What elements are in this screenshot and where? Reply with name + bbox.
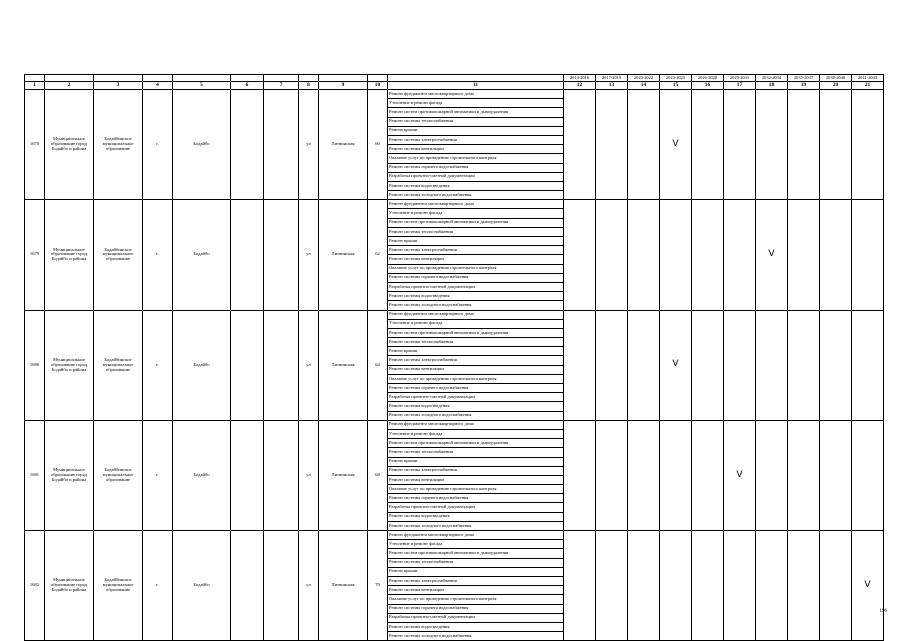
work-type-cell: Ремонт системы водоотведения [388, 512, 564, 521]
column-number-cell: 9 [319, 82, 368, 90]
column-number-cell: 2 [45, 82, 94, 90]
work-type-cell: Ремонт системы водоотведения [388, 181, 564, 190]
period-empty-cell [788, 90, 820, 200]
row-number: 1679 [25, 200, 45, 310]
period-empty-cell [596, 310, 628, 420]
year-header-cell: 2020-2022 [628, 75, 660, 82]
period-empty-cell [660, 531, 692, 641]
locality-type-cell: г. [143, 310, 173, 420]
row-number: 1681 [25, 420, 45, 530]
period-mark-cell: V [660, 90, 692, 200]
locality-type-cell: г. [143, 420, 173, 530]
period-empty-cell [852, 420, 884, 530]
column-number-cell: 4 [143, 82, 173, 90]
period-empty-cell [756, 420, 788, 530]
empty-cell [264, 310, 299, 420]
year-header-empty-cell [143, 75, 173, 82]
work-type-cell: Ремонт системы электроснабжения [388, 356, 564, 365]
work-type-cell: Ремонт системы вентиляции [388, 365, 564, 374]
column-number-cell: 8 [299, 82, 319, 90]
house-number-cell: 70 [368, 531, 388, 641]
street-type-cell: ул [299, 531, 319, 641]
period-mark-cell: V [724, 420, 756, 530]
period-empty-cell [628, 90, 660, 200]
year-header-cell: 2038-2040 [820, 75, 852, 82]
period-empty-cell [788, 310, 820, 420]
column-number-cell: 1 [25, 82, 45, 90]
empty-cell [231, 90, 264, 200]
work-type-cell: Разработка проектно-сметной документации [388, 172, 564, 181]
house-record [25, 310, 884, 420]
period-empty-cell [692, 531, 724, 641]
work-type-cell: Разработка проектно-сметной документации [388, 613, 564, 622]
work-type-cell: Ремонт систем противопожарной автоматики и дымоудаления [388, 328, 564, 337]
work-type-cell: Ремонт системы горячего водоснабжения [388, 163, 564, 172]
table-row [25, 90, 884, 99]
period-empty-cell [756, 90, 788, 200]
street-type-cell: ул [299, 420, 319, 530]
work-type-cell: Ремонт системы водоотведения [388, 292, 564, 301]
period-empty-cell [724, 310, 756, 420]
period-empty-cell [692, 310, 724, 420]
work-type-cell: Ремонт системы холодного водоснабжения [388, 521, 564, 530]
period-empty-cell [596, 90, 628, 200]
work-type-cell: Ремонт системы теплоснабжения [388, 117, 564, 126]
settlement-cell: Бодайбинское муниципальное образование [94, 90, 143, 200]
empty-cell [264, 420, 299, 530]
column-number-cell: 6 [231, 82, 264, 90]
period-empty-cell [820, 200, 852, 310]
work-type-cell: Ремонт системы горячего водоснабжения [388, 273, 564, 282]
year-header-empty-cell [264, 75, 299, 82]
locality-type-cell: г. [143, 200, 173, 310]
period-empty-cell [564, 90, 596, 200]
work-type-cell: Ремонт систем противопожарной автоматики и дымоудаления [388, 439, 564, 448]
municipality-cell: Муниципальное образование город Бодайбо и района [45, 200, 94, 310]
work-type-cell: Ремонт системы теплоснабжения [388, 558, 564, 567]
period-mark-cell: V [852, 531, 884, 641]
page-number: 196 [879, 609, 887, 614]
street-cell: Литвинская [319, 531, 368, 641]
work-type-cell: Ремонт фундамента многоквартирного дома [388, 90, 564, 99]
row-number: 1678 [25, 90, 45, 200]
capital-repair-table [24, 74, 884, 641]
work-type-cell: Ремонт системы горячего водоснабжения [388, 494, 564, 503]
period-empty-cell [788, 200, 820, 310]
period-empty-cell [692, 200, 724, 310]
year-header-empty-cell [319, 75, 368, 82]
period-empty-cell [724, 531, 756, 641]
work-type-cell: Разработка проектно-сметной документации [388, 503, 564, 512]
street-type-cell: ул [299, 90, 319, 200]
work-type-cell: Оказание услуг по проведению строительного контроля [388, 264, 564, 273]
period-empty-cell [564, 420, 596, 530]
column-number-cell: 15 [660, 82, 692, 90]
period-empty-cell [660, 200, 692, 310]
work-type-cell: Ремонт системы теплоснабжения [388, 338, 564, 347]
empty-cell [231, 200, 264, 310]
locality-cell: Бодайбо [173, 200, 231, 310]
street-type-cell: ул [299, 200, 319, 310]
period-empty-cell [692, 90, 724, 200]
house-number-cell: 68 [368, 420, 388, 530]
period-empty-cell [788, 420, 820, 530]
municipality-cell: Муниципальное образование город Бодайбо и района [45, 420, 94, 530]
work-type-cell: Ремонт системы холодного водоснабжения [388, 301, 564, 310]
locality-type-cell: г. [143, 90, 173, 200]
locality-cell: Бодайбо [173, 420, 231, 530]
period-empty-cell [852, 310, 884, 420]
work-type-cell: Ремонт системы водоотведения [388, 622, 564, 631]
work-type-cell: Ремонт системы вентиляции [388, 586, 564, 595]
year-header-empty-cell [94, 75, 143, 82]
municipality-cell: Муниципальное образование город Бодайбо и района [45, 90, 94, 200]
locality-type-cell: г. [143, 531, 173, 641]
table-row [25, 531, 884, 540]
column-number-cell: 12 [564, 82, 596, 90]
year-header-row [25, 75, 884, 82]
period-empty-cell [756, 531, 788, 641]
period-empty-cell [692, 420, 724, 530]
work-type-cell: Утепление и ремонт фасада [388, 209, 564, 218]
period-empty-cell [628, 420, 660, 530]
house-number-cell: 62 [368, 200, 388, 310]
year-header-cell: 2026-2028 [692, 75, 724, 82]
work-type-cell: Оказание услуг по проведению строительного контроля [388, 595, 564, 604]
column-number-cell: 18 [756, 82, 788, 90]
year-header-cell: 2023-2025 [660, 75, 692, 82]
period-empty-cell [660, 420, 692, 530]
column-number-cell: 16 [692, 82, 724, 90]
column-number-cell: 5 [173, 82, 231, 90]
work-type-cell: Ремонт крыши [388, 126, 564, 135]
work-type-cell: Ремонт системы холодного водоснабжения [388, 411, 564, 420]
work-type-cell: Ремонт крыши [388, 347, 564, 356]
work-type-cell: Ремонт систем противопожарной автоматики и дымоудаления [388, 549, 564, 558]
empty-cell [231, 420, 264, 530]
municipality-cell: Муниципальное образование город Бодайбо и района [45, 531, 94, 641]
work-type-cell: Ремонт фундамента многоквартирного дома [388, 531, 564, 540]
column-number-row [25, 82, 884, 90]
year-header-empty-cell [45, 75, 94, 82]
year-header-cell: 2035-2037 [788, 75, 820, 82]
column-number-cell: 21 [852, 82, 884, 90]
work-type-cell: Разработка проектно-сметной документации [388, 282, 564, 291]
house-number-cell: 60 [368, 90, 388, 200]
empty-cell [264, 200, 299, 310]
year-header-cell: 2017-2019 [596, 75, 628, 82]
row-number: 1682 [25, 531, 45, 641]
work-type-cell: Ремонт системы вентиляции [388, 255, 564, 264]
work-type-cell: Утепление и ремонт фасада [388, 540, 564, 549]
work-type-cell: Ремонт системы горячего водоснабжения [388, 604, 564, 613]
work-type-cell: Оказание услуг по проведению строительного контроля [388, 485, 564, 494]
year-header-empty-cell [388, 75, 564, 82]
work-type-cell: Ремонт системы электроснабжения [388, 576, 564, 585]
year-header-empty-cell [173, 75, 231, 82]
work-type-cell: Ремонт системы холодного водоснабжения [388, 191, 564, 200]
house-record [25, 90, 884, 200]
empty-cell [231, 310, 264, 420]
work-type-cell: Оказание услуг по проведению строительного контроля [388, 154, 564, 163]
period-empty-cell [756, 310, 788, 420]
settlement-cell: Бодайбинское муниципальное образование [94, 531, 143, 641]
period-empty-cell [628, 200, 660, 310]
period-empty-cell [628, 310, 660, 420]
work-type-cell: Ремонт системы теплоснабжения [388, 448, 564, 457]
column-number-cell: 13 [596, 82, 628, 90]
column-number-cell: 20 [820, 82, 852, 90]
work-type-cell: Ремонт фундамента многоквартирного дома [388, 310, 564, 319]
house-number-cell: 64 [368, 310, 388, 420]
column-number-cell: 3 [94, 82, 143, 90]
settlement-cell: Бодайбинское муниципальное образование [94, 420, 143, 530]
work-type-cell: Ремонт систем противопожарной автоматики и дымоудаления [388, 108, 564, 117]
street-cell: Литвинская [319, 90, 368, 200]
work-type-cell: Оказание услуг по проведению строительного контроля [388, 374, 564, 383]
period-empty-cell [852, 200, 884, 310]
column-number-cell: 14 [628, 82, 660, 90]
work-type-cell: Ремонт крыши [388, 567, 564, 576]
column-number-cell: 7 [264, 82, 299, 90]
work-type-cell: Ремонт системы электроснабжения [388, 135, 564, 144]
year-header-cell: 2014-2016 [564, 75, 596, 82]
work-type-cell: Ремонт крыши [388, 237, 564, 246]
street-cell: Литвинская [319, 200, 368, 310]
work-type-cell: Ремонт системы холодного водоснабжения [388, 632, 564, 641]
period-empty-cell [788, 531, 820, 641]
period-empty-cell [724, 200, 756, 310]
settlement-cell: Бодайбинское муниципальное образование [94, 310, 143, 420]
period-empty-cell [820, 310, 852, 420]
period-empty-cell [820, 90, 852, 200]
column-number-cell: 11 [388, 82, 564, 90]
column-number-cell: 10 [368, 82, 388, 90]
settlement-cell: Бодайбинское муниципальное образование [94, 200, 143, 310]
empty-cell [264, 90, 299, 200]
locality-cell: Бодайбо [173, 310, 231, 420]
house-record [25, 420, 884, 530]
year-header-empty-cell [368, 75, 388, 82]
work-type-cell: Ремонт крыши [388, 457, 564, 466]
year-header-cell: 2029-2031 [724, 75, 756, 82]
street-type-cell: ул [299, 310, 319, 420]
work-type-cell: Ремонт фундамента многоквартирного дома [388, 420, 564, 429]
period-empty-cell [596, 531, 628, 641]
municipality-cell: Муниципальное образование город Бодайбо и района [45, 310, 94, 420]
work-type-cell: Ремонт системы горячего водоснабжения [388, 384, 564, 393]
year-header-cell: 2041-2043 [852, 75, 884, 82]
work-type-cell: Ремонт системы вентиляции [388, 145, 564, 154]
period-empty-cell [564, 310, 596, 420]
street-cell: Литвинская [319, 420, 368, 530]
work-type-cell: Ремонт системы вентиляции [388, 475, 564, 484]
period-empty-cell [564, 200, 596, 310]
period-empty-cell [820, 531, 852, 641]
row-number: 1680 [25, 310, 45, 420]
year-header-empty-cell [299, 75, 319, 82]
house-record [25, 531, 884, 641]
work-type-cell: Ремонт систем противопожарной автоматики и дымоудаления [388, 218, 564, 227]
period-mark-cell: V [756, 200, 788, 310]
table-row [25, 200, 884, 209]
table-row [25, 310, 884, 319]
year-header-cell: 2032-2034 [756, 75, 788, 82]
work-type-cell: Утепление и ремонт фасада [388, 429, 564, 438]
work-type-cell: Ремонт системы электроснабжения [388, 246, 564, 255]
period-empty-cell [596, 420, 628, 530]
year-header-empty-cell [231, 75, 264, 82]
year-header-empty-cell [25, 75, 45, 82]
period-empty-cell [852, 90, 884, 200]
work-type-cell: Разработка проектно-сметной документации [388, 393, 564, 402]
house-record [25, 200, 884, 310]
street-cell: Литвинская [319, 310, 368, 420]
period-empty-cell [596, 200, 628, 310]
column-number-cell: 19 [788, 82, 820, 90]
table-row [25, 420, 884, 429]
empty-cell [231, 531, 264, 641]
work-type-cell: Ремонт системы теплоснабжения [388, 227, 564, 236]
locality-cell: Бодайбо [173, 90, 231, 200]
period-empty-cell [820, 420, 852, 530]
work-type-cell: Ремонт системы водоотведения [388, 402, 564, 411]
period-empty-cell [564, 531, 596, 641]
column-number-cell: 17 [724, 82, 756, 90]
work-type-cell: Утепление и ремонт фасада [388, 99, 564, 108]
work-type-cell: Утепление и ремонт фасада [388, 319, 564, 328]
work-type-cell: Ремонт системы электроснабжения [388, 466, 564, 475]
period-empty-cell [628, 531, 660, 641]
locality-cell: Бодайбо [173, 531, 231, 641]
period-mark-cell: V [660, 310, 692, 420]
work-type-cell: Ремонт фундамента многоквартирного дома [388, 200, 564, 209]
empty-cell [264, 531, 299, 641]
period-empty-cell [724, 90, 756, 200]
